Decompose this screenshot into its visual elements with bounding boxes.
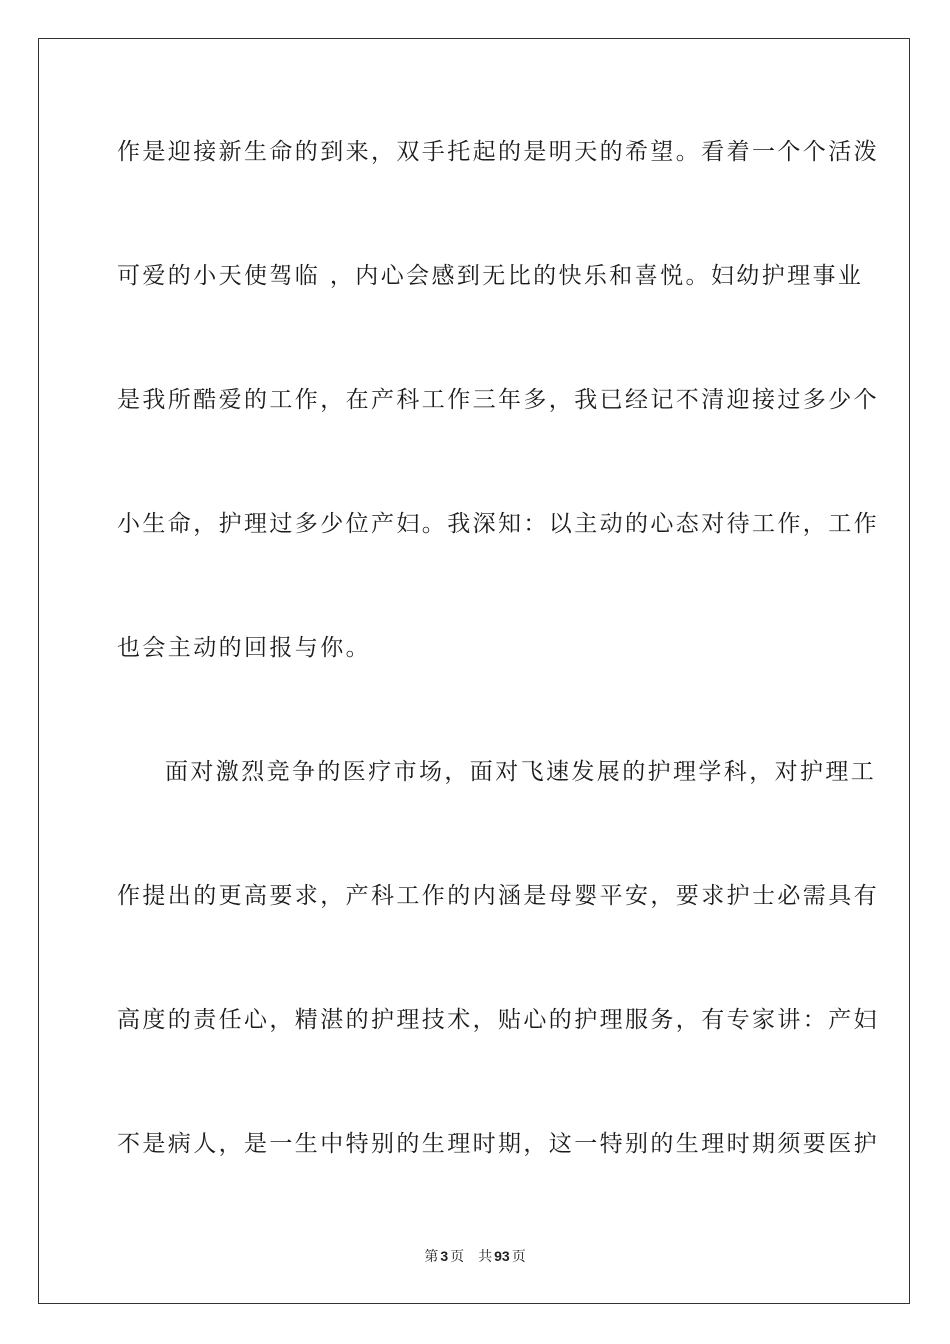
total-label-suffix: 页 [511, 1249, 526, 1265]
paragraph-line: 作提出的更高要求，产科工作的内涵是母婴平安，要求护士必需具有 [117, 883, 879, 909]
paragraph-line: 不是病人，是一生中特别的生理时期，这一特别的生理时期须要医护 [117, 1131, 879, 1157]
page-border [38, 38, 910, 1304]
total-label-prefix: 共 [478, 1249, 493, 1265]
paragraph-line: 高度的责任心，精湛的护理技术，贴心的护理服务，有专家讲：产妇 [117, 1007, 879, 1033]
page-label-prefix: 第 [424, 1249, 439, 1265]
total-pages: 93 [494, 1248, 510, 1264]
page-footer [0, 1247, 950, 1266]
paragraph-line: 小生命，护理过多少位产妇。我深知：以主动的心态对待工作，工作 [117, 511, 879, 537]
page-label-suffix: 页 [450, 1249, 465, 1265]
paragraph-line: 是我所酷爱的工作，在产科工作三年多，我已经记不清迎接过多少个 [117, 387, 879, 413]
paragraph-line: 也会主动的回报与你。 [117, 635, 371, 661]
paragraph-line: 作是迎接新生命的到来，双手托起的是明天的希望。看着一个个活泼 [117, 139, 879, 165]
paragraph-line: 可爱的小天使驾临 ，内心会感到无比的快乐和喜悦。妇幼护理事业 [117, 263, 864, 289]
page-number: 3 [440, 1248, 449, 1264]
paragraph-line: 面对激烈竞争的医疗市场，面对飞速发展的护理学科，对护理工 [165, 759, 877, 785]
